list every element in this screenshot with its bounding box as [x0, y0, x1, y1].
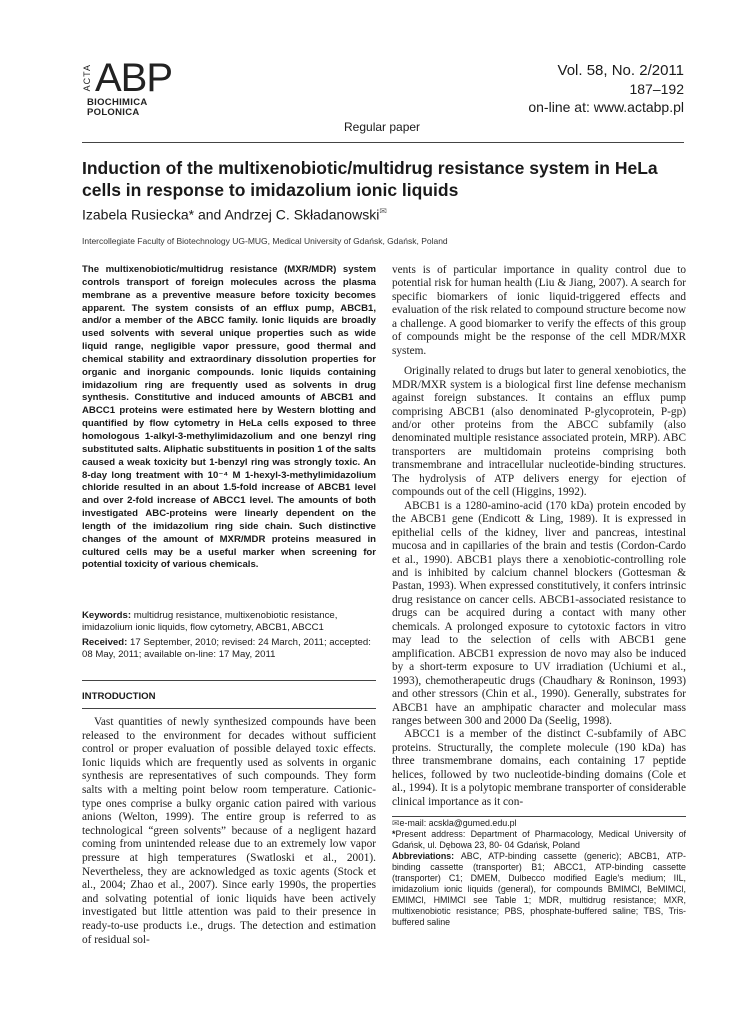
body-paragraph: Vast quantities of newly synthesized compounds have been released to the environment for decades without sufficient control or proper evaluation of possible delayed toxic effects. Ionic liquids which are frequently used as solvents in organic synthesis are representatives of such compounds. They form salts with a melting point below room temperature. Cationic-type ones comprise a bulky organic cation paired with various anions (Welton, 1999). The entire group is referred to as technological “green solvents” because of a negligent hazard coming from unintended release due to an extremely low vapor pressure at high temperatures (Swatloski et al., 2001). Nevertheless, they are acknowledged as toxic agents (Stock et al., 2004; Zhao et al., 2007). Since early 1990s, the properties and solvating potential of ionic liquids have been actively investigated but little attention was paid to their presence in ready-to-use products i.e., drugs. The detection and estimation of residual sol-: [82, 716, 376, 946]
section-divider: [82, 708, 376, 709]
body-paragraph: ABCB1 is a 1280-amino-acid (170 kDa) protein encoded by the ABCB1 gene (Endicott & Ling, 1989). It is expressed in epithelial cells of the kidney, liver and pancreas, intestinal mucosa and in capillaries of the brain and testis (Cordon-Cardo et al., 1990). ABCB1 plays there a xenobiotic-controlling role and is inhibited by calcium channel blockers (Gottesman & Pastan, 1993). When expressed constitutively, it confers intrinsic drug resistance on cancer cells. ABCB1-associated resistance to drugs can be acquired during a contact with many other chemicals. A prolonged exposure to cytotoxic factors in vitro may lead to the selection of cells with ABCB1 gene amplification. ABCB1 expression de novo may also be induced by a short-term exposure to UV irradiation (Uchiumi et al., 1993), chemotherapeutic drugs (Chaudhary & Roninson, 1993) and other stressors (Chin et al., 1990). Generally, substrates for ABCB1 have an amphipatic character and molecular mass ranges between 300 and 2000 Da (Seelig, 1998).: [392, 499, 686, 727]
volume-number: Vol. 58, No. 2/2011: [557, 62, 684, 79]
body-paragraph: ABCC1 is a member of the distinct C-subfamily of ABC proteins. Structurally, the complete molecule (190 kDa) has three transmembrane domains, each containing 17 peptide helices, followed by two nucleotide-binding domains (Cole et al., 1994). It is a polytopic membrane transporter of considerable clinical importance as it con-: [392, 728, 686, 808]
article-title: Induction of the multixenobiotic/multidrug resistance system in HeLa cells in response to imidazolium ionic liquids: [82, 158, 658, 200]
author-name: Izabela Rusiecka: [82, 206, 189, 223]
journal-logo: [82, 56, 173, 120]
present-address-text: Present address: Department of Pharmacology, Medical University of Gdańsk, ul. Dębowa 23, 80- 04 Gdańsk, Poland: [392, 829, 686, 850]
footnote-divider: [392, 816, 686, 817]
footnote-email: [392, 818, 686, 829]
footnote-present-address: [392, 829, 686, 851]
logo-abp-text: ABP: [95, 56, 173, 100]
author-name: Andrzej C. Składanowski: [224, 206, 380, 223]
abbreviations-label: Abbreviations:: [392, 851, 455, 861]
section-heading: INTRODUCTION: [82, 691, 156, 702]
dates-text: 17 September, 2010; revised: 24 March, 2011; accepted: 08 May, 2011; available on-line: 17 May, 2011: [82, 637, 371, 660]
keywords-text: multidrug resistance, multixenobiotic resistance, imidazolium ionic liquids, flow cytometry, ABCB1, ABCC1: [82, 610, 338, 633]
footnote-star-mark: *: [392, 829, 396, 839]
keywords: [82, 610, 376, 634]
logo-line-1: BIOCHIMICA: [87, 97, 148, 108]
article-dates: [82, 637, 376, 661]
author-list: [82, 206, 387, 223]
header-divider: [82, 142, 684, 143]
author-mark-star: *: [188, 206, 195, 223]
body-paragraph: Originally related to drugs but later to general xenobiotics, the MDR/MXR system is a biological first line defense mechanism against foreign substances. It contains an efflux pump comprising ABCB1 (also denominated P-glycoprotein, P-gp) and/or other proteins from the ABCC subfamily (also denominated multiple resistance associated protein, MRP). ABC transporters are multidomain proteins comprising both transmembrane and intracellular nucleotide-binding structures. The hydrolysis of ATP delivers energy for ejection of compounds out of the cell (Higgins, 1992).: [392, 365, 686, 499]
dates-label: Received:: [82, 637, 128, 648]
envelope-icon: ✉: [379, 206, 387, 216]
section-divider: [82, 680, 376, 681]
journal-meta: [528, 62, 684, 116]
right-column: [392, 264, 686, 809]
logo-acta-text: ACTA: [82, 64, 92, 92]
footnote-abbreviations: [392, 851, 686, 928]
envelope-icon: ✉: [392, 818, 400, 828]
footnotes: [392, 818, 686, 928]
keywords-label: Keywords:: [82, 610, 132, 621]
abbreviations-text: ABC, ATP-binding cassette (generic); ABCB1, ATP-binding cassette (transporter) B1; ABCC1, ATP-binding cassette (transporter) C1; DMEM, Dulbecco modified Eagle's medium; IIL, imidazolium ionic liquids (general), for compounds BMIMCl, BeMIMCl, EMIMCl, HMIMCl see Table 1; MDR, multidrug resistance; MXR, multixenobiotic resistance; PBS, phosphate-buffered saline; TBS, Tris-buffered saline: [392, 851, 686, 927]
author-separator: and: [194, 206, 225, 223]
affiliation: Intercollegiate Faculty of Biotechnology UG-MUG, Medical University of Gdańsk, Gdańsk, Poland: [82, 236, 448, 246]
abstract: The multixenobiotic/multidrug resistance (MXR/MDR) system controls transport of foreign molecules across the plasma membrane as a preventive measure before toxicity becomes apparent. The system consists of an efflux pump, ABCB1, and/or a member of the ABCC family. Ionic liquids are broadly used solvents with several unique properties such as wide liquid range, negligible vapor pressure, good thermal and chemical stability and extraordinary dissolution properties for organic and inorganic compounds. Ionic liquids containing imidazolium ring are frequently used as solvents in drug synthesis. Constitutive and induced amounts of ABCB1 and ABCC1 proteins were estimated here by Western blotting and quantified by flow cytometry in HeLa cells exposed to three homologous 1-alkyl-3-methylimidazolium and one benzyl ring substituted salts. Aliphatic substituents in position 1 of the salts caused a weak toxicity but 1-benzyl ring was strongly toxic. An 8-day long treatment with 10⁻⁴ M 1-hexyl-3-methylimidazolium chloride resulted in an about 1.5-fold increase of ABCB1 level and over 2-fold increase of ABCC1 level. The amounts of both investigated ABC-proteins were linearly dependent on the length of the imidazolium ring side chain. Such distinctive changes of the amount of MXR/MDR proteins measured in cultured cells may be a useful marker when screening for potential toxicity of various chemicals.: [82, 264, 376, 571]
online-url[interactable]: on-line at: www.actabp.pl: [528, 99, 684, 115]
logo-subtitle: [87, 98, 148, 118]
logo-line-2: POLONICA: [87, 107, 140, 118]
email-text[interactable]: e-mail: acskla@gumed.edu.pl: [399, 818, 517, 828]
paper-type: Regular paper: [344, 120, 421, 134]
page-range: 187–192: [629, 81, 684, 97]
body-paragraph: vents is of particular importance in quality control due to potential risk for human health (Liu & Jiang, 2007). A search for specific biomarkers of ionic liquid-triggered effects and evaluation of the risk related to compound structure become now a challenge. A good biomarker to verify the effects of this group of compounds might be the response of the cell MDR/MXR system.: [392, 264, 686, 357]
